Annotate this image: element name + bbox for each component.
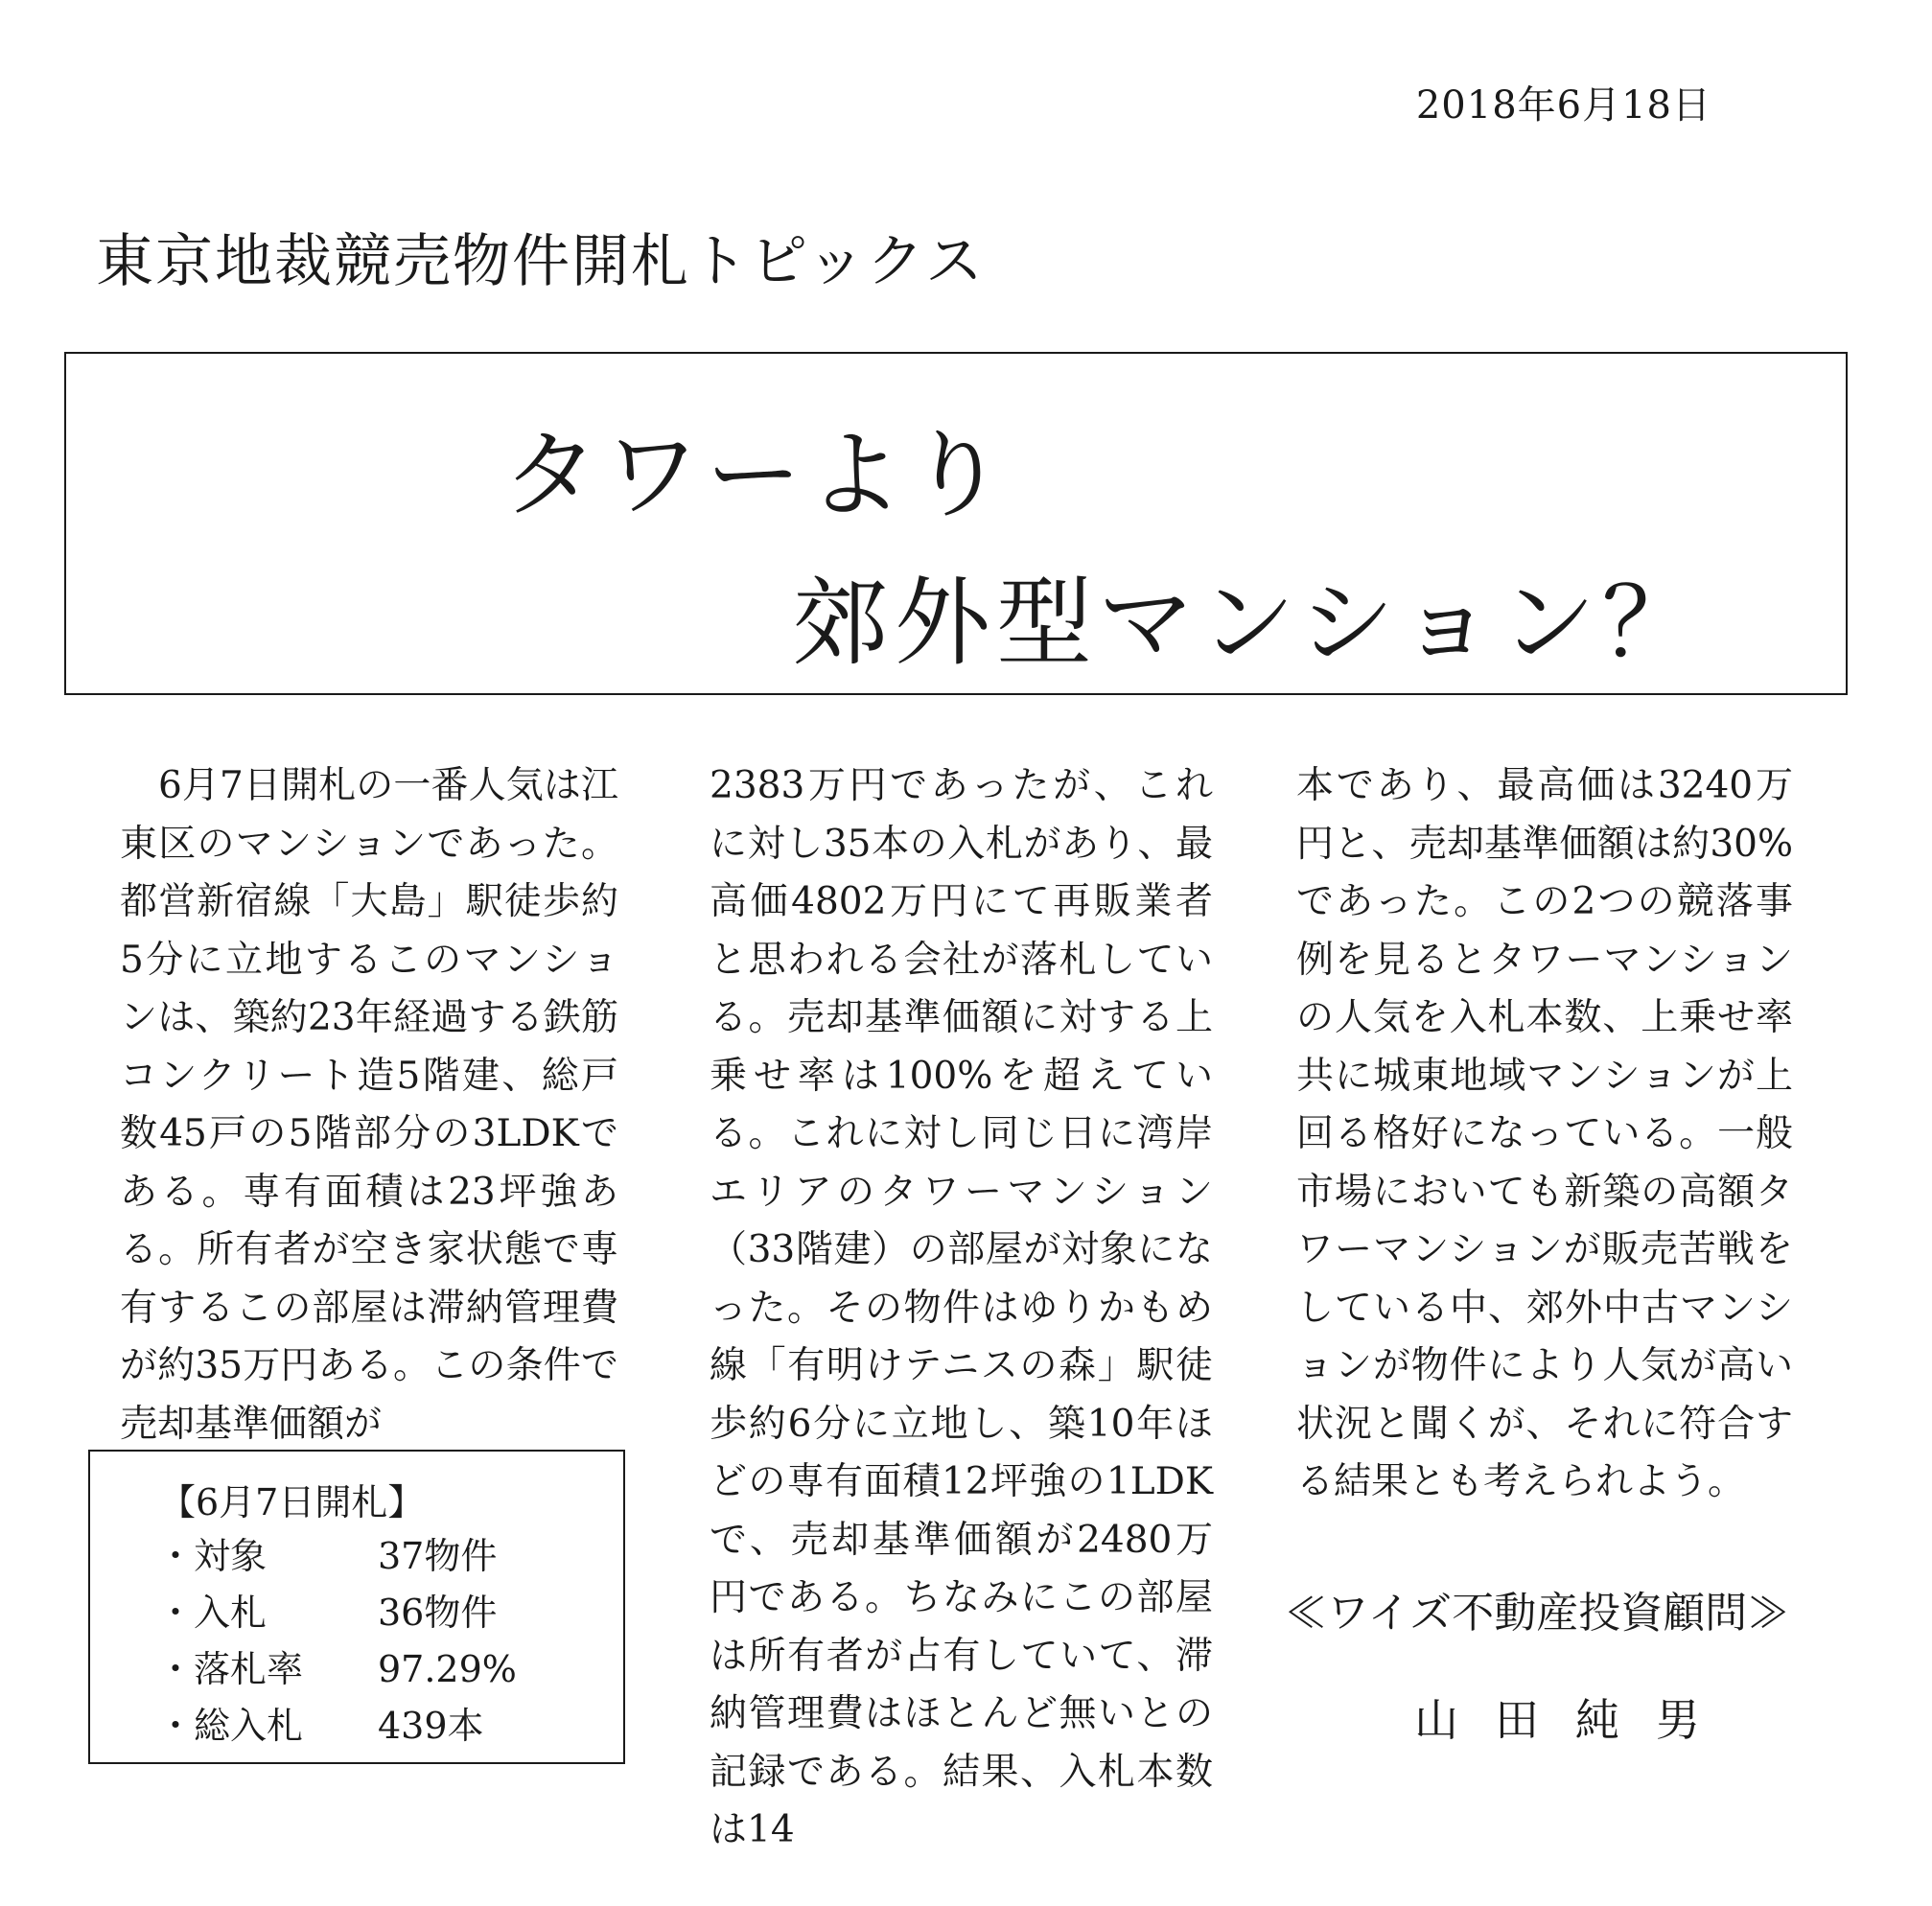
stats-heading: 【6月7日開札】 bbox=[159, 1481, 425, 1523]
stats-label: ・落札率 bbox=[157, 1648, 304, 1690]
stats-value: 36物件 bbox=[378, 1592, 498, 1634]
stats-value: 439本 bbox=[378, 1705, 484, 1747]
headline-box bbox=[64, 352, 1848, 695]
stats-list bbox=[157, 1528, 517, 1755]
auction-stats-box bbox=[88, 1450, 625, 1764]
article-column-2 bbox=[710, 757, 1213, 1860]
article-date: 2018年6月18日 bbox=[1415, 83, 1711, 128]
stats-value: 37物件 bbox=[378, 1535, 498, 1577]
series-title: 東京地裁競売物件開札トピックス bbox=[96, 228, 985, 295]
byline-company: ≪ワイズ不動産投資顧問≫ bbox=[1285, 1589, 1790, 1638]
stats-row-total-bids bbox=[157, 1698, 517, 1755]
article-paragraph-2: 2383万円であったが、これに対し35本の入札があり、最高価4802万円にて再販業者と思われる会社が落札している。売却基準価額に対する上乗せ率は100%を超えている。これに対し同じ日に湾岸エリアのタワーマンション（33階建）の部屋が対象になった。その物件はゆりかもめ線「有明けテニスの森」駅徒歩約6分に立地し、築10年ほどの専有面積12坪強の1LDKで、売却基準価額が2480万円である。ちなみにこの部屋は所有者が占有していて、滞納管理費はほとんど無いとの記録である。結果、入札本数は14 bbox=[710, 764, 1213, 1851]
stats-label: ・入札 bbox=[157, 1592, 268, 1634]
stats-label: ・総入札 bbox=[157, 1705, 304, 1747]
article-paragraph-3: 本であり、最高価は3240万円と、売却基準価額は約30%であった。この2つの競落事例を見るとタワーマンションの人気を入札本数、上乗せ率共に城東地域マンションが上回る格好になっている。一般市場においても新築の高額タワーマンションが販売苦戦をしている中、郊外中古マンションが物件により人気が高い状況と聞くが、それに符合する結果とも考えられよう。 bbox=[1296, 764, 1793, 1503]
article-column-3 bbox=[1296, 757, 1793, 1512]
stats-row-bids bbox=[157, 1585, 517, 1641]
stats-row-success-rate bbox=[157, 1641, 517, 1698]
article-column-1 bbox=[120, 757, 618, 1453]
stats-value: 97.29% bbox=[378, 1648, 517, 1690]
stats-label: ・対象 bbox=[157, 1535, 268, 1577]
byline-author: 山田純男 bbox=[1414, 1694, 1736, 1746]
headline-line-1: タワーより bbox=[502, 419, 1011, 531]
headline-line-2: 郊外型マンション？ bbox=[793, 567, 1704, 679]
stats-row-target bbox=[157, 1528, 517, 1585]
article-paragraph-1: 6月7日開札の一番人気は江東区のマンションであった。都営新宿線「大島」駅徒歩約5分に立地するこのマンションは、築約23年経過する鉄筋コンクリート造5階建、総戸数45戸の5階部分の3LDKである。専有面積は23坪強ある。所有者が空き家状態で専有するこの部屋は滞納管理費が約35万円ある。この条件で売却基準価額が bbox=[120, 764, 618, 1446]
